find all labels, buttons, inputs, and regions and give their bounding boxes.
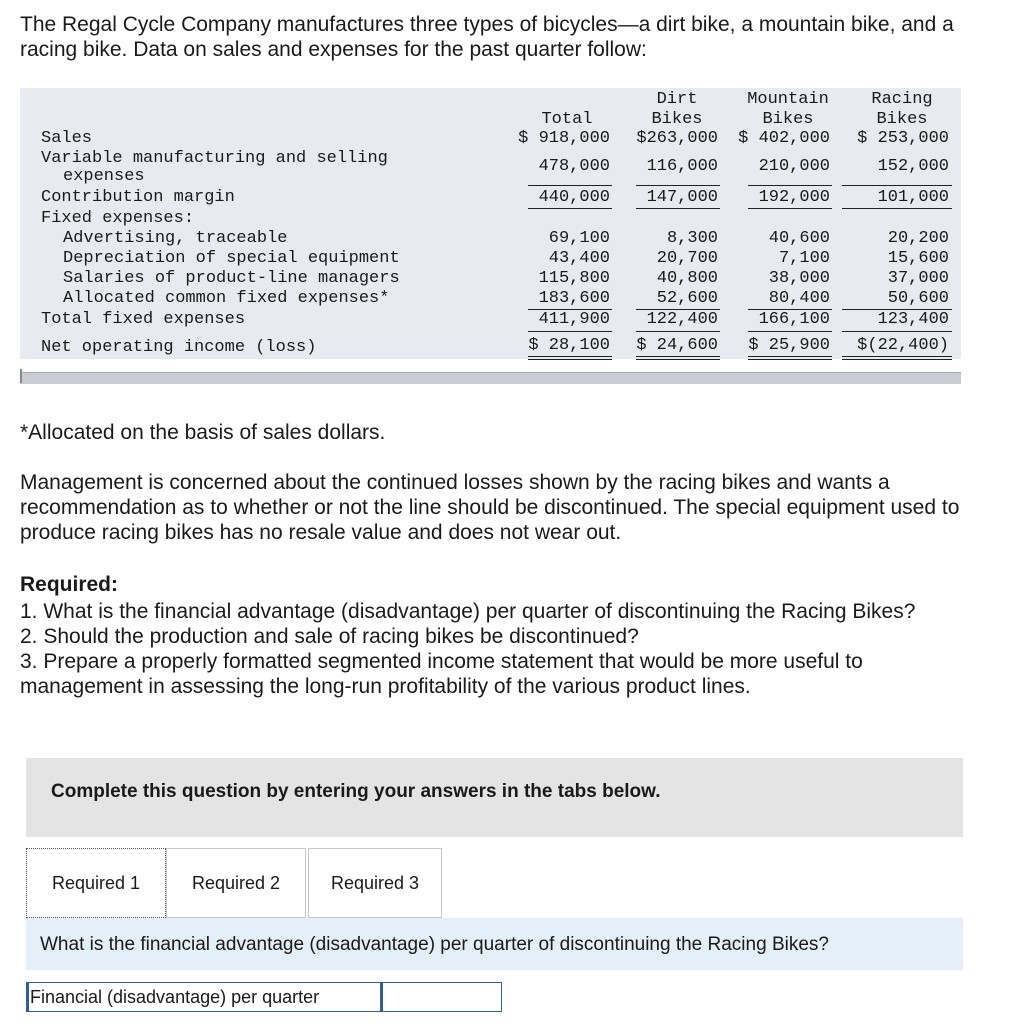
depreciation-racing: 15,600 xyxy=(887,249,949,268)
problem-intro: The Regal Cycle Company manufactures three types of bicycles—a dirt bike, a mountain bike, and a racing bike. Data on sales and expenses for the past quarter follow: xyxy=(20,13,954,61)
required-item-2: 2. Should the production and sale of racing bikes be discontinued? xyxy=(20,625,639,648)
required-heading: Required: xyxy=(20,573,119,596)
row-label-variable-1: Variable manufacturing and selling xyxy=(41,149,388,168)
salaries-total: 115,800 xyxy=(538,269,610,288)
row-label-total-fixed: Total fixed expenses xyxy=(41,310,246,329)
row-label-contribution: Contribution margin xyxy=(41,188,235,207)
allocated-total: 183,600 xyxy=(538,289,610,308)
contribution-racing: 101,000 xyxy=(877,188,949,207)
advertising-total: 69,100 xyxy=(548,229,610,248)
advertising-dirt: 8,300 xyxy=(666,229,718,248)
depreciation-mountain: 7,100 xyxy=(778,249,830,268)
salaries-racing: 37,000 xyxy=(887,269,949,288)
header-racing-2: Bikes xyxy=(876,110,928,129)
sales-total: $ 918,000 xyxy=(518,129,610,148)
header-total: Total xyxy=(541,110,593,129)
net-mountain: $ 25,900 xyxy=(748,336,830,355)
row-label-sales: Sales xyxy=(41,129,93,148)
table-scrollbar[interactable] xyxy=(20,372,961,384)
contribution-dirt: 147,000 xyxy=(646,188,718,207)
sales-dirt: $263,000 xyxy=(636,129,718,148)
row-label-variable-2: expenses xyxy=(63,167,145,186)
question-text: What is the financial advantage (disadvantage) per quarter of discontinuing the Racing Bikes? xyxy=(40,934,829,955)
sales-mountain: $ 402,000 xyxy=(738,129,830,148)
sales-racing: $ 253,000 xyxy=(857,129,949,148)
income-statement-table xyxy=(20,88,961,384)
variable-mountain: 210,000 xyxy=(758,157,830,176)
depreciation-dirt: 20,700 xyxy=(656,249,718,268)
allocated-racing: 50,600 xyxy=(887,289,949,308)
row-label-net-income: Net operating income (loss) xyxy=(41,338,317,357)
depreciation-total: 43,400 xyxy=(548,249,610,268)
net-racing: $(22,400) xyxy=(857,336,949,355)
answer-label: Financial (disadvantage) per quarter xyxy=(26,982,381,1012)
row-label-allocated: Allocated common fixed expenses* xyxy=(63,289,390,308)
variable-total: 478,000 xyxy=(538,157,610,176)
header-racing-1: Racing xyxy=(871,90,933,109)
input-focus-marker xyxy=(380,982,383,1012)
tab-required-2[interactable]: Required 2 xyxy=(166,848,306,918)
variable-dirt: 116,000 xyxy=(646,157,718,176)
required-list xyxy=(20,599,980,699)
total-fixed-dirt: 122,400 xyxy=(646,310,718,329)
net-total: $ 28,100 xyxy=(528,336,610,355)
allocated-dirt: 52,600 xyxy=(656,289,718,308)
advertising-mountain: 40,600 xyxy=(768,229,830,248)
contribution-total: 440,000 xyxy=(538,188,610,207)
variable-racing: 152,000 xyxy=(877,157,949,176)
total-fixed-total: 411,900 xyxy=(538,310,610,329)
total-fixed-mountain: 166,100 xyxy=(758,310,830,329)
row-label-fixed-expenses: Fixed expenses: xyxy=(41,209,195,228)
row-label-salaries: Salaries of product-line managers xyxy=(63,269,400,288)
management-paragraph: Management is concerned about the continued losses shown by the racing bikes and wants a recommendation as to whether or not the line should be discontinued. The special equipment used to produce racing bikes has no resale value and does not wear out. xyxy=(20,471,960,544)
row-label-advertising: Advertising, traceable xyxy=(63,229,288,248)
allocated-mountain: 80,400 xyxy=(768,289,830,308)
required-item-3: 3. Prepare a properly formatted segmented income statement that would be more useful to management in assessing the long-run profitability of the various product lines. xyxy=(20,650,863,698)
header-mountain-2: Bikes xyxy=(762,110,814,129)
instruction-banner xyxy=(26,758,963,837)
question-bar xyxy=(26,918,963,970)
total-fixed-racing: 123,400 xyxy=(877,310,949,329)
required-item-1: 1. What is the financial advantage (disadvantage) per quarter of discontinuing the Racing Bikes? xyxy=(20,600,916,623)
header-dirt-1: Dirt xyxy=(656,90,698,109)
header-dirt-2: Bikes xyxy=(651,110,703,129)
tab-required-1[interactable]: Required 1 xyxy=(26,848,166,918)
answer-input[interactable] xyxy=(380,982,502,1012)
footnote: *Allocated on the basis of sales dollars. xyxy=(20,421,386,444)
tab-required-3[interactable]: Required 3 xyxy=(308,848,442,918)
salaries-mountain: 38,000 xyxy=(768,269,830,288)
net-dirt: $ 24,600 xyxy=(636,336,718,355)
row-label-depreciation: Depreciation of special equipment xyxy=(63,249,400,268)
advertising-racing: 20,200 xyxy=(887,229,949,248)
instruction-text: Complete this question by entering your answers in the tabs below. xyxy=(51,781,661,802)
contribution-mountain: 192,000 xyxy=(758,188,830,207)
header-mountain-1: Mountain xyxy=(747,90,829,109)
salaries-dirt: 40,800 xyxy=(656,269,718,288)
